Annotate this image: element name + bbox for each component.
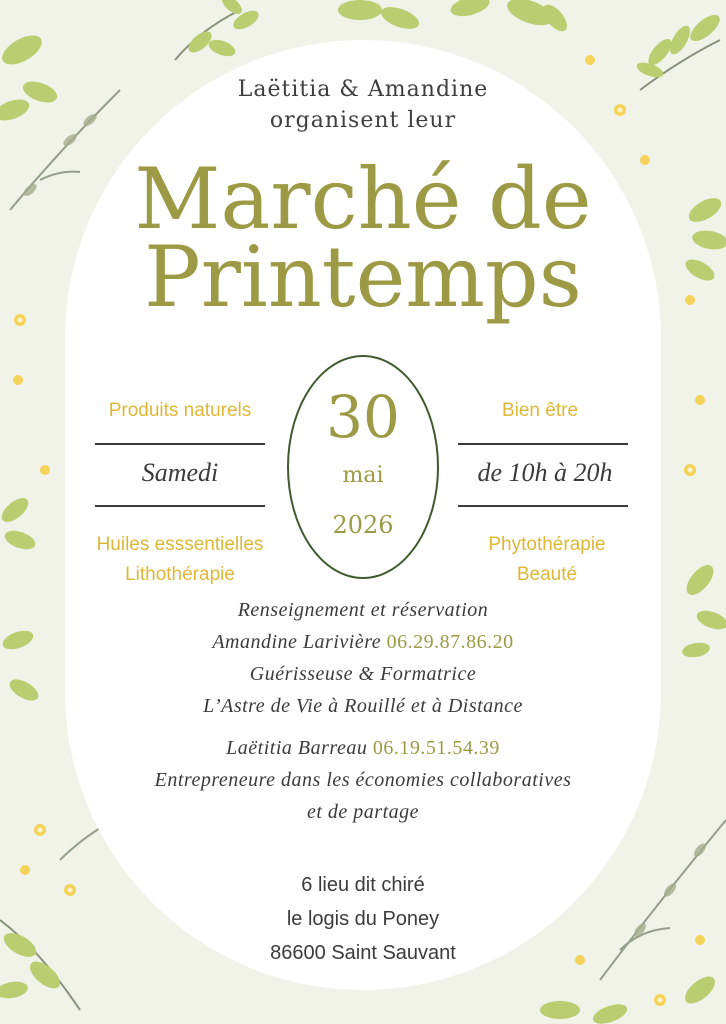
person-1-phone[interactable]: 06.29.87.86.20 — [386, 631, 514, 653]
feature-left-bottom-2: Lithothérapie — [125, 564, 235, 585]
feature-left-bottom-1: Huiles esssentielles — [96, 534, 264, 555]
title-line-2: Printemps — [144, 228, 582, 326]
date-year: 2026 — [332, 511, 394, 539]
feature-right-top: Bien être — [501, 400, 579, 421]
address-line-1: 6 lieu dit chiré — [301, 874, 425, 896]
address-line-2: le logis du Poney — [286, 908, 440, 930]
divider-line — [95, 505, 265, 507]
event-title — [0, 150, 726, 326]
date-month: mai — [342, 463, 384, 488]
leaf-sprig-icon — [338, 0, 571, 35]
title-line-1: Marché de — [134, 150, 592, 248]
feature-right-bottom-1: Phytothérapie — [488, 534, 606, 555]
contact-person-2 — [0, 732, 726, 764]
hosts-heading — [0, 74, 726, 136]
hosts-line-2: organisent leur — [269, 108, 457, 133]
address-line-3: 86600 Saint Sauvant — [270, 942, 456, 964]
feature-right-bottom-2: Beauté — [516, 564, 578, 585]
person-2-role-2: et de partage — [306, 801, 420, 823]
leaf-sprig-icon — [540, 972, 720, 1024]
person-2-role-1: Entrepreneure dans les économies collaboratives — [154, 769, 572, 791]
opening-hours: de 10h à 20h — [477, 458, 613, 487]
leaf-sprig-icon — [175, 0, 262, 60]
person-1-role: Guérisseuse & Formatrice — [249, 663, 477, 685]
person-2-name: Laëtitia Barreau — [226, 737, 368, 759]
hosts-line-1: Laëtitia & Amandine — [237, 77, 489, 102]
contact-block — [0, 594, 726, 828]
divider-line — [458, 443, 628, 445]
divider-line — [95, 443, 265, 445]
feature-right-bottom — [437, 530, 657, 590]
person-1-place: L’Astre de Vie à Rouillé et à Distance — [203, 695, 523, 717]
person-2-phone[interactable]: 06.19.51.54.39 — [372, 737, 500, 759]
date-day: 30 — [326, 383, 400, 451]
address-block — [0, 868, 726, 970]
divider-line — [458, 505, 628, 507]
contact-heading: Renseignement et réservation — [237, 599, 489, 621]
day-name: Samedi — [141, 458, 219, 487]
feature-left-top: Produits naturels — [108, 400, 252, 421]
contact-person-1 — [0, 626, 726, 658]
person-1-name: Amandine Larivière — [212, 631, 382, 653]
feature-left-bottom — [70, 530, 290, 590]
